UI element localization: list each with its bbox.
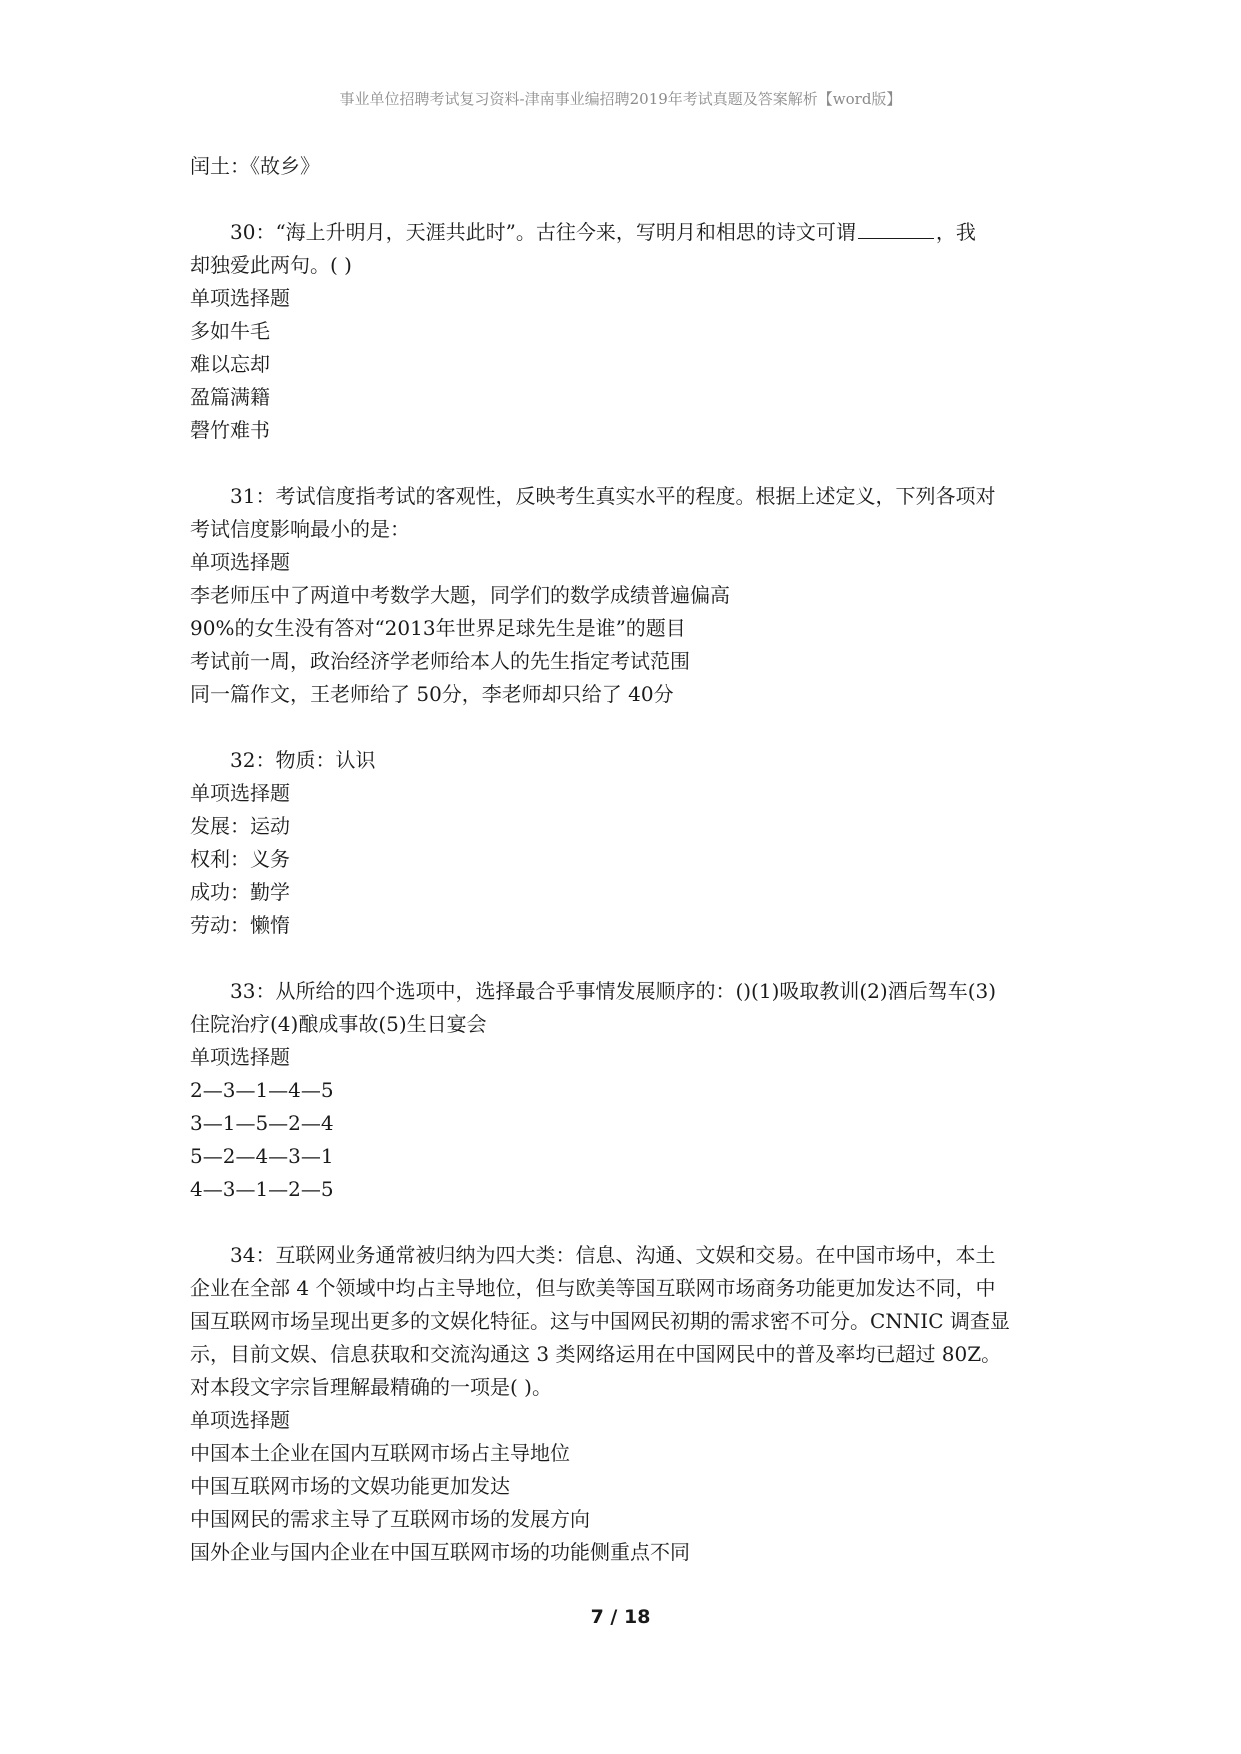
document-body	[190, 150, 1070, 1569]
question-type: 单项选择题	[190, 286, 290, 310]
page-number: 7 / 18	[590, 1606, 651, 1628]
question-34-line5: 对本段文字宗旨理解最精确的一项是( )。	[190, 1375, 552, 1399]
page-header: 事业单位招聘考试复习资料-津南事业编招聘2019年考试真题及答案解析【word版】	[339, 90, 902, 108]
question-31	[190, 480, 1070, 711]
question-34-line2: 企业在全部 4 个领域中均占主导地位，但与欧美等国互联网市场商务功能更加发达不同，中	[190, 1276, 996, 1300]
question-30-line1	[190, 216, 1070, 249]
option: 中国互联网市场的文娱功能更加发达	[190, 1474, 510, 1498]
option: 中国本土企业在国内互联网市场占主导地位	[190, 1441, 570, 1465]
option: 4—3—1—2—5	[190, 1177, 334, 1201]
question-33-line2: 住院治疗(4)酿成事故(5)生日宴会	[190, 1012, 487, 1036]
option: 中国网民的需求主导了互联网市场的发展方向	[190, 1507, 590, 1531]
option: 盈篇满籍	[190, 385, 270, 409]
option: 5—2—4—3—1	[190, 1144, 334, 1168]
option: 李老师压中了两道中考数学大题，同学们的数学成绩普遍偏高	[190, 583, 730, 607]
option: 3—1—5—2—4	[190, 1111, 334, 1135]
question-type: 单项选择题	[190, 1408, 290, 1432]
question-type: 单项选择题	[190, 781, 290, 805]
question-30-line2: 却独爱此两句。( )	[190, 253, 352, 277]
question-33-line1: 33：从所给的四个选项中，选择最合乎事情发展顺序的：()(1)吸取教训(2)酒后驾车(3)	[230, 979, 997, 1003]
option: 2—3—1—4—5	[190, 1078, 334, 1102]
top-line: 闰土：《故乡》	[190, 154, 320, 178]
option: 劳动：懒惰	[190, 913, 290, 937]
answer-blank	[858, 216, 934, 239]
question-34	[190, 1239, 1070, 1569]
question-33	[190, 975, 1070, 1206]
option: 权利：义务	[190, 847, 290, 871]
question-32	[190, 744, 1070, 942]
question-34-line3: 国互联网市场呈现出更多的文娱化特征。这与中国网民初期的需求密不可分。CNNIC 调查显	[190, 1309, 1010, 1333]
option: 考试前一周，政治经济学老师给本人的先生指定考试范围	[190, 649, 690, 673]
question-34-line1: 34：互联网业务通常被归纳为四大类：信息、沟通、文娱和交易。在中国市场中，本土	[230, 1243, 996, 1267]
option: 国外企业与国内企业在中国互联网市场的功能侧重点不同	[190, 1540, 690, 1564]
question-30-text-after: ，我	[935, 220, 976, 244]
option: 难以忘却	[190, 352, 270, 376]
option: 成功：勤学	[190, 880, 290, 904]
question-30-text: 30：“海上升明月，天涯共此时”。古往今来，写明月和相思的诗文可谓	[230, 220, 856, 244]
option: 90%的女生没有答对“2013年世界足球先生是谁”的题目	[190, 616, 686, 640]
question-type: 单项选择题	[190, 1045, 290, 1069]
question-31-line1: 31：考试信度指考试的客观性，反映考生真实水平的程度。根据上述定义，下列各项对	[230, 484, 996, 508]
option: 发展：运动	[190, 814, 290, 838]
option: 磬竹难书	[190, 418, 270, 442]
question-type: 单项选择题	[190, 550, 290, 574]
question-32-line1: 32：物质：认识	[230, 748, 376, 772]
option: 多如牛毛	[190, 319, 270, 343]
question-34-line4: 示，目前文娱、信息获取和交流沟通这 3 类网络运用在中国网民中的普及率均已超过 80Z。	[190, 1342, 1002, 1366]
question-31-line2: 考试信度影响最小的是：	[190, 517, 410, 541]
question-30	[190, 216, 1070, 447]
option: 同一篇作文，王老师给了 50分，李老师却只给了 40分	[190, 682, 674, 706]
